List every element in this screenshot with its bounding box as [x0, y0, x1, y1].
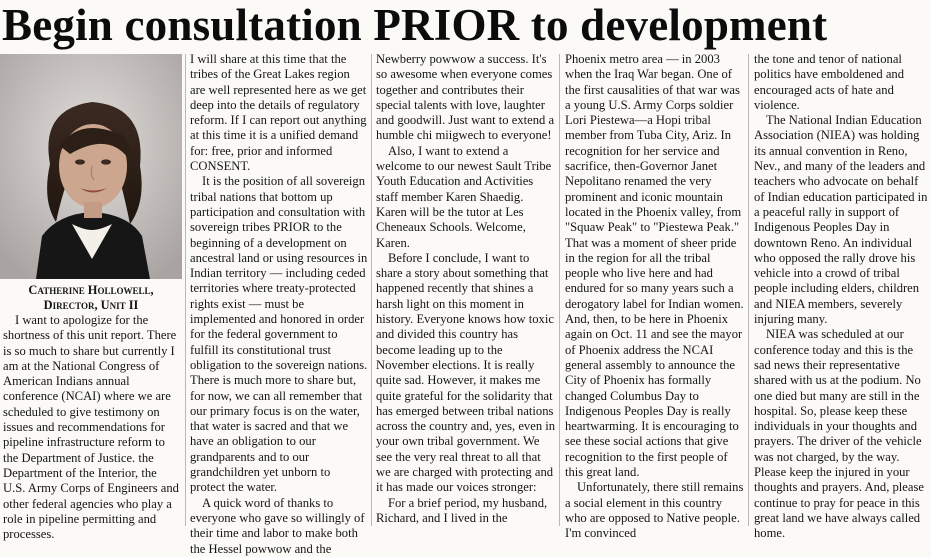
headline: Begin consultation PRIOR to development [2, 0, 828, 50]
paragraph: Newberry powwow a success. It's so awesome when everyone comes together and contributes their special talents with love, laughter and goodwill. Just want to extend a humble chi miigwech to everyone! [376, 52, 555, 143]
caption-name: Catherine Hollowell, [28, 283, 154, 297]
photo-caption [0, 283, 182, 313]
paragraph: It is the position of all sovereign tribal nations that bottom up participation and consultation with sovereign tribes PRIOR to the beginning of a development on ancestral land or using resources in Indian territory — including ceded territories where treaty-protected rights exist — must be implemented and honored in order for the federal government to fulfill its constitutional trust obligation to the sovereign nations. There is much more to share but, for now, we can all remember that our primary focus is on the water, that water is sacred and that we have an obligation to our grandparents and to our grandchildren yet unborn to protect the water. [190, 174, 368, 495]
column-divider [559, 54, 560, 526]
author-photo [0, 54, 182, 279]
column-1 [0, 52, 184, 542]
column-divider [371, 54, 372, 526]
column-divider [748, 54, 749, 526]
portrait-image [0, 54, 182, 279]
column-divider [185, 54, 186, 526]
column-1-text [3, 313, 181, 542]
article-body [0, 52, 931, 556]
paragraph: I will share at this time that the tribes of the Great Lakes region are well represented here as we get deep into the details of regulatory reform. If I can report out anything at this time it is a unified demand for: free, prior and informed CONSENT. [190, 52, 367, 174]
caption-title: Director, Unit II [43, 298, 139, 312]
column-4 [565, 52, 745, 541]
paragraph: The National Indian Education Association (NIEA) was holding its annual convention in Reno, Nev., and many of the leaders and teachers who advocate on behalf of Indian education participated in a peaceful rally in support of Indigenous Peoples Day in downtown Reno. An individual who opposed the rally drove his vehicle into a crowd of tribal people including elders, children and NIEA members, severely injuring many. [754, 113, 928, 327]
paragraph: I want to apologize for the shortness of this unit report. There is so much to share but currently I am at the National Congress of American Indians annual conference (NCAI) where we are scheduled to give testimony on issues and recommendations for pipeline infrastructure reform to the Department of Justice. the Department of the Interior, the U.S. Army Corps of Engineers and other federal agencies who play a role in pipeline permitting and processes. [3, 313, 179, 542]
column-3 [376, 52, 556, 529]
column-2 [190, 52, 368, 556]
paragraph: Before I conclude, I want to share a story about something that happened recently that shines a harsh light on this moment in history. Everyone knows how toxic and divided this country has become leading up to the November elections. It is really quite sad. However, it makes me quite grateful for the solidarity that has emerged between tribal nations across the country and, yes, even in your own tribal government. We see the very real threat to all that we are charged with protecting and it has made our voices stronger: [376, 250, 556, 495]
paragraph: Also, I want to extend a welcome to our newest Sault Tribe Youth Education and Activities staff member Karen Shaedig. Karen will be the tutor at Les Cheneaux Schools. Welcome, Karen. [376, 143, 552, 250]
column-5 [754, 52, 929, 541]
paragraph: For a brief period, my husband, Richard, and I lived in the [376, 495, 548, 525]
paragraph: Phoenix metro area — in 2003 when the Iraq War began. One of the first causalities of that war was a young U.S. Army Corps soldier Lori Piestewa—a Hopi tribal member from Tuba City, Ariz. In recognition for her service and sacrifice, then-Governor Janet Nepolitano renamed the very prominent and iconic mountain located in the Phoenix valley, from "Squaw Peak" to "Piestewa Peak." That was a moment of sheer pride in the region for all the tribal people who live here and had endured for so many years such a derogatory label for Indian women. And, then, to be here in Phoenix again on Oct. 11 and see the mayor of Phoenix address the NCAI general assembly to announce the City of Phoenix has formally changed Columbus Day to Indigenous Peoples Day is really heartwarming. It is encouraging to see these social actions that give recognition to the first people of this great land. [565, 52, 744, 480]
paragraph: Unfortunately, there still remains a social element in this country who are opposed to Native people. I'm convinced [565, 480, 744, 541]
paragraph: A quick word of thanks to everyone who gave so willingly of their time and labor to make both the Hessel powwow and the [190, 495, 365, 556]
paragraph: the tone and tenor of national politics have emboldened and encouraged acts of hate and violence. [754, 52, 905, 112]
paragraph: NIEA was scheduled at our conference today and this is the sad news their representative shared with us at the podium. No one died but many are still in the hospital. So, please keep these individuals in your thoughts and prayers. The driver of the vehicle was not charged, by the way. Please keep the injured in your thoughts and prayers. And, please continue to pray for peace in this great land we have always called home. [754, 327, 924, 541]
